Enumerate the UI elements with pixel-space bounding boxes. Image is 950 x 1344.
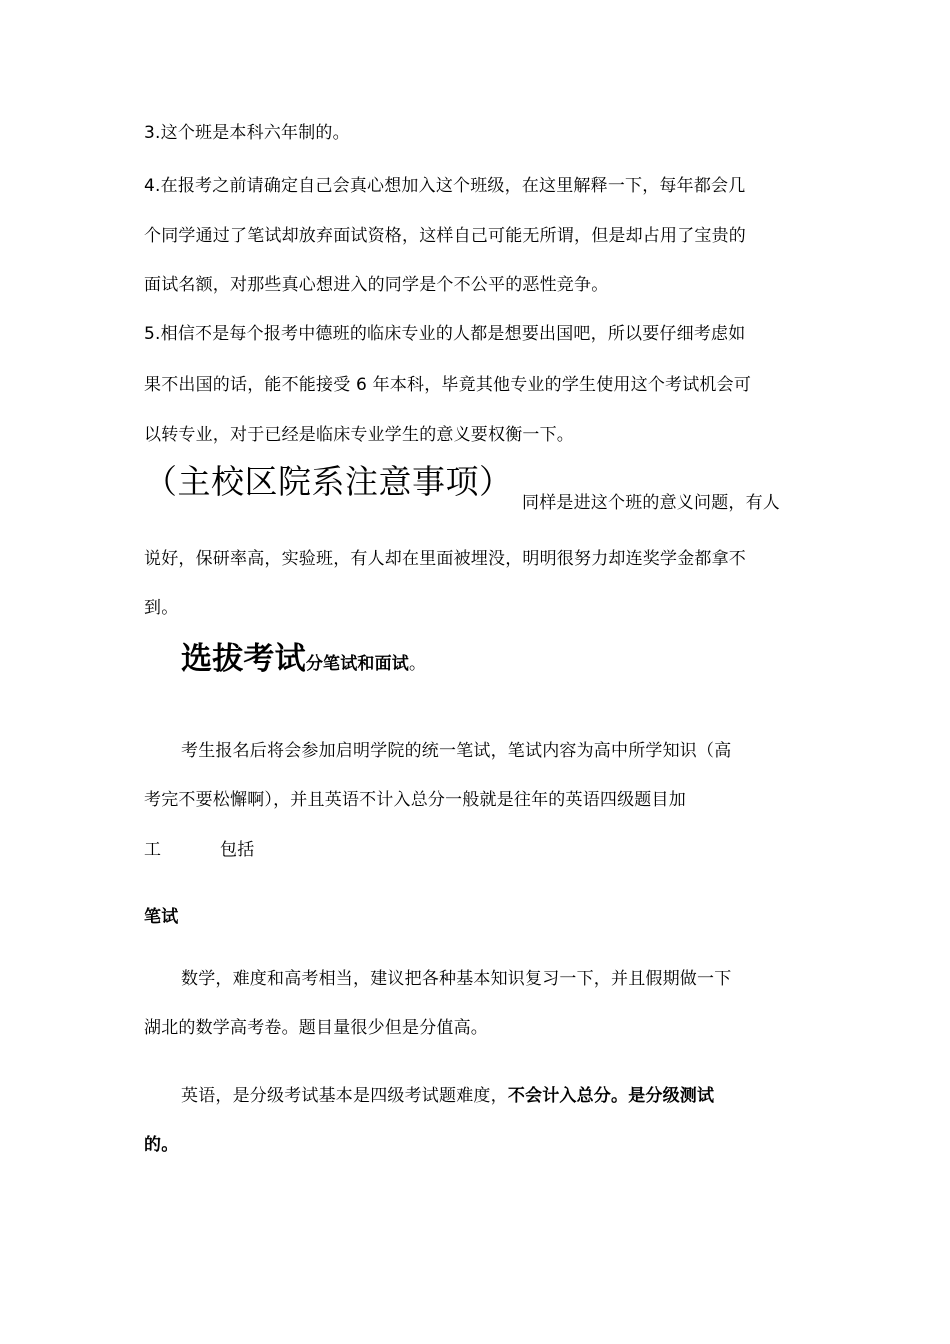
selection-heading-suffix: 分笔试和面试 [305, 654, 410, 674]
item-5-line-1: 5.相信不是每个报考中德班的临床专业的人都是想要出国吧，所以要仔细考虑如 [144, 324, 746, 344]
item-4-line-1: 4.在报考之前请确定自己会真心想加入这个班级，在这里解释一下，每年都会几 [144, 176, 746, 196]
selection-intro-line-3a: 工 [144, 840, 162, 860]
selection-intro-line-3b: 包括 [220, 840, 255, 860]
item-3: 3.这个班是本科六年制的。 [144, 123, 350, 143]
english-line-1 [181, 1084, 714, 1108]
selection-heading-row [181, 640, 426, 678]
main-campus-heading: （主校区院系注意事项） [144, 462, 513, 501]
written-heading: 笔试 [144, 907, 179, 927]
selection-intro-line-2: 考完不要松懈啊），并且英语不计入总分一般就是往年的英语四级题目加 [144, 790, 686, 810]
selection-intro-line-1: 考生报名后将会参加启明学院的统一笔试，笔试内容为高中所学知识（高 [181, 741, 732, 761]
math-line-2: 湖北的数学高考卷。题目量很少但是分值高。 [144, 1018, 488, 1038]
main-campus-text-line-3: 到。 [144, 598, 179, 618]
selection-heading: 选拔考试 [181, 641, 306, 677]
item-4-line-3: 面试名额，对那些真心想进入的同学是个不公平的恶性竞争。 [144, 275, 609, 295]
selection-heading-end: 。 [409, 654, 427, 674]
item-4-line-2: 个同学通过了笔试却放弃面试资格，这样自己可能无所谓，但是却占用了宝贵的 [144, 226, 746, 246]
english-line-2: 的。 [144, 1135, 179, 1155]
math-line-1: 数学，难度和高考相当，建议把各种基本知识复习一下，并且假期做一下 [181, 969, 732, 989]
item-5-line-2: 果不出国的话，能不能接受 6 年本科，毕竟其他专业的学生使用这个考试机会可 [144, 375, 752, 395]
main-campus-text-line-1: 同样是进这个班的意义问题，有人 [522, 493, 780, 513]
english-bold-text: 不会计入总分。是分级测试 [507, 1086, 715, 1106]
english-text: 英语，是分级考试基本是四级考试题难度， [181, 1086, 508, 1106]
main-campus-text-line-2: 说好，保研率高，实验班，有人却在里面被埋没，明明很努力却连奖学金都拿不 [144, 549, 746, 569]
item-5-line-3: 以转专业，对于已经是临床专业学生的意义要权衡一下。 [144, 425, 574, 445]
